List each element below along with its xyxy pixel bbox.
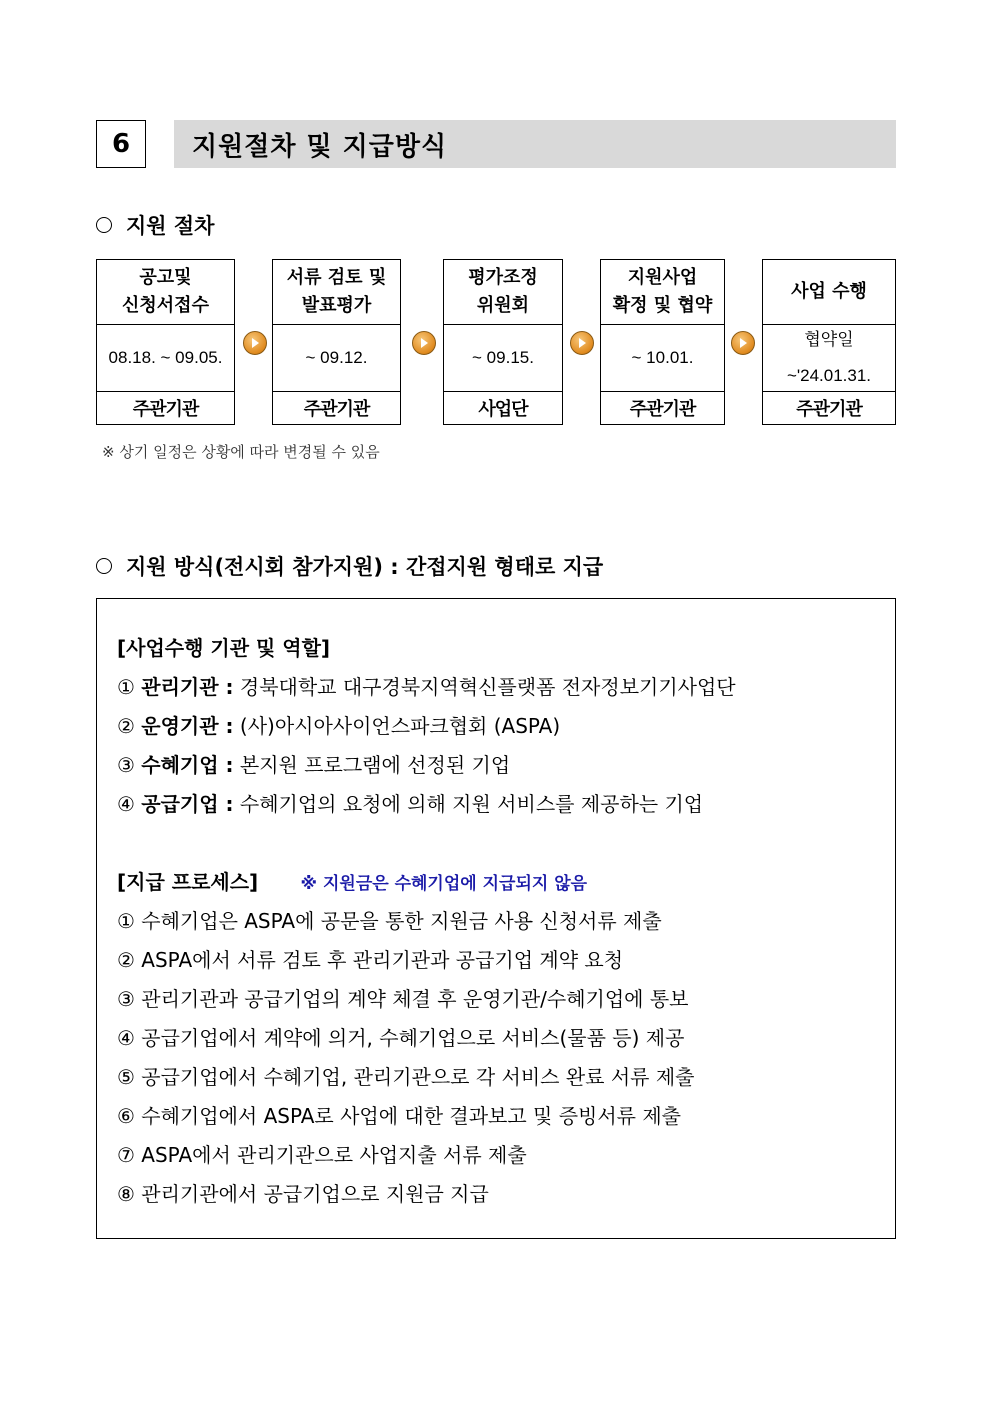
step-org: 사업단 <box>478 399 528 420</box>
procedure-heading-text: 지원 절차 <box>126 214 215 238</box>
process-num: ⑦ <box>117 1143 135 1167</box>
role-name: 공급기업 : <box>141 792 234 816</box>
arrow-right-icon <box>243 331 267 355</box>
process-text: ASPA에서 서류 검토 후 관리기관과 공급기업 계약 요청 <box>141 948 624 972</box>
section-number: 6 <box>96 120 146 168</box>
process-text: 공급기업에서 수혜기업, 관리기관으로 각 서비스 완료 서류 제출 <box>141 1065 695 1089</box>
circle-bullet-icon <box>96 558 112 574</box>
section-header <box>96 120 896 170</box>
circle-bullet-icon <box>96 217 112 233</box>
step-org: 주관기관 <box>132 399 199 420</box>
step-1 <box>96 259 235 425</box>
step-date: ~ 09.15. <box>444 325 562 392</box>
process-title: [지급 프로세스] <box>117 870 259 894</box>
role-item <box>117 671 736 700</box>
process-item <box>117 1061 694 1090</box>
role-num: ④ <box>117 792 135 816</box>
step-3 <box>443 259 563 425</box>
process-header <box>117 866 587 895</box>
process-item <box>117 1100 681 1129</box>
process-item <box>117 1139 527 1168</box>
process-text: 관리기관에서 공급기업으로 지원금 지급 <box>141 1182 489 1206</box>
process-num: ⑤ <box>117 1065 135 1089</box>
process-text: 공급기업에서 계약에 의거, 수혜기업으로 서비스(물품 등) 제공 <box>141 1026 685 1050</box>
process-item <box>117 983 689 1012</box>
schedule-note: ※ 상기 일정은 상황에 따라 변경될 수 있음 <box>102 443 380 461</box>
process-item <box>117 944 623 973</box>
role-item <box>117 749 510 778</box>
step-2 <box>272 259 401 425</box>
process-text: ASPA에서 관리기관으로 사업지출 서류 제출 <box>141 1143 527 1167</box>
process-note: ※ 지원금은 수혜기업에 지급되지 않음 <box>300 874 588 894</box>
role-num: ① <box>117 675 135 699</box>
role-name: 수혜기업 : <box>141 753 234 777</box>
role-num: ② <box>117 714 135 738</box>
step-title: 지원사업 확정 및 협약 <box>601 260 724 325</box>
roles-title: [사업수행 기관 및 역할] <box>117 636 331 660</box>
process-num: ⑥ <box>117 1104 135 1128</box>
process-item <box>117 1178 489 1207</box>
arrow-right-icon <box>570 331 594 355</box>
process-text: 수혜기업은 ASPA에 공문을 통한 지원금 사용 신청서류 제출 <box>141 909 662 933</box>
step-org: 주관기관 <box>303 399 370 420</box>
role-desc: 수혜기업의 요청에 의해 지원 서비스를 제공하는 기업 <box>239 792 704 816</box>
process-text: 관리기관과 공급기업의 계약 체결 후 운영기관/수혜기업에 통보 <box>141 987 689 1011</box>
process-text: 수혜기업에서 ASPA로 사업에 대한 결과보고 및 증빙서류 제출 <box>141 1104 681 1128</box>
step-org: 주관기관 <box>796 399 862 420</box>
method-heading <box>96 551 603 581</box>
method-heading-text: 지원 방식(전시회 참가지원) : 간접지원 형태로 지급 <box>126 555 604 579</box>
process-item <box>117 905 662 934</box>
step-date: 08.18. ~ 09.05. <box>97 325 234 392</box>
step-date: 협약일 ~'24.01.31. <box>763 325 895 392</box>
process-num: ④ <box>117 1026 135 1050</box>
step-4 <box>600 259 725 425</box>
process-num: ② <box>117 948 135 972</box>
step-5 <box>762 259 896 425</box>
step-date: ~ 10.01. <box>601 325 724 392</box>
process-num: ① <box>117 909 135 933</box>
arrow-right-icon <box>731 331 755 355</box>
arrow-right-icon <box>412 331 436 355</box>
role-num: ③ <box>117 753 135 777</box>
role-name: 관리기관 : <box>141 675 234 699</box>
step-title: 평가조정 위원회 <box>444 260 562 325</box>
process-num: ③ <box>117 987 135 1011</box>
role-name: 운영기관 : <box>141 714 234 738</box>
step-title: 사업 수행 <box>763 260 895 325</box>
section-title: 지원절차 및 지급방식 <box>174 120 896 168</box>
step-title: 서류 검토 및 발표평가 <box>273 260 400 325</box>
step-date: ~ 09.12. <box>273 325 400 392</box>
role-desc: 본지원 프로그램에 선정된 기업 <box>239 753 511 777</box>
method-box <box>96 598 896 1239</box>
process-num: ⑧ <box>117 1182 135 1206</box>
role-item <box>117 788 703 817</box>
step-title: 공고및 신청서접수 <box>97 260 234 325</box>
role-item <box>117 710 560 739</box>
step-org: 주관기관 <box>629 399 696 420</box>
role-desc: 경북대학교 대구경북지역혁신플랫폼 전자정보기기사업단 <box>239 675 736 699</box>
procedure-heading <box>96 210 214 240</box>
role-desc: (사)아시아사이언스파크협회 (ASPA) <box>239 714 561 738</box>
process-item <box>117 1022 684 1051</box>
